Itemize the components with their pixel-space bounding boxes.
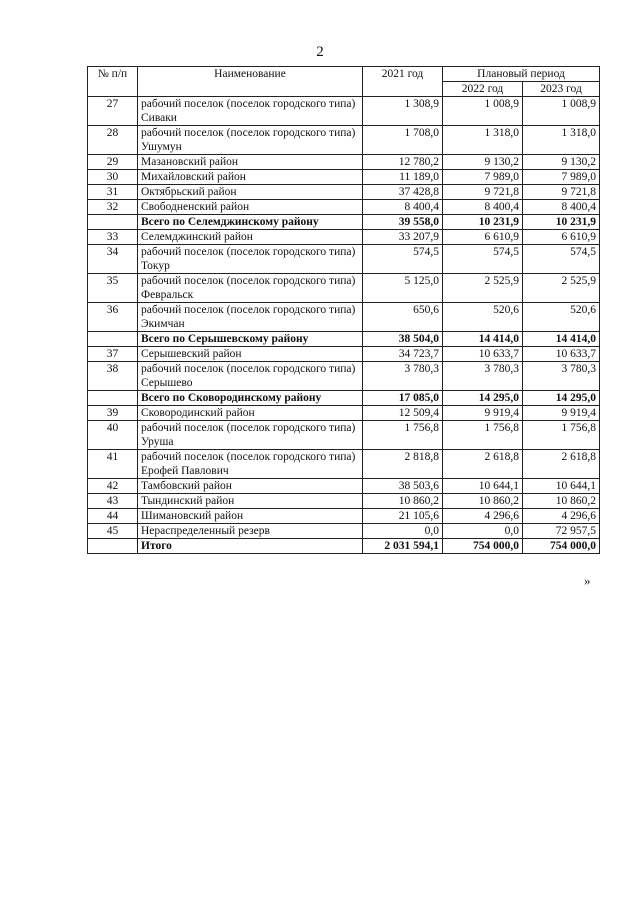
value-2021: 1 708,0 [363,126,443,155]
row-name: рабочий поселок (поселок городского типа) Февральск [138,274,363,303]
value-2022: 0,0 [443,524,523,539]
value-2021: 574,5 [363,245,443,274]
table-total-row [88,539,600,554]
table-row [88,509,600,524]
value-2021: 8 400,4 [363,200,443,215]
table-row [88,97,600,126]
row-number [88,332,138,347]
value-2021: 10 860,2 [363,494,443,509]
row-name: Мазановский район [138,155,363,170]
value-2023: 520,6 [523,303,600,332]
value-2022: 6 610,9 [443,230,523,245]
row-name: Итого [138,539,363,554]
row-name: Нераспределенный резерв [138,524,363,539]
table-row [88,185,600,200]
row-number: 33 [88,230,138,245]
row-number [88,539,138,554]
row-name: Сковородинский район [138,406,363,421]
value-2023: 14 414,0 [523,332,600,347]
row-name: рабочий поселок (поселок городского типа) Ерофей Павлович [138,450,363,479]
value-2021: 12 780,2 [363,155,443,170]
row-name: Всего по Сковородинскому району [138,391,363,406]
table-total-row [88,332,600,347]
value-2022: 9 919,4 [443,406,523,421]
row-name: Всего по Селемджинскому району [138,215,363,230]
row-number [88,391,138,406]
value-2021: 38 503,6 [363,479,443,494]
value-2022: 754 000,0 [443,539,523,554]
header-2021: 2021 год [363,67,443,97]
row-number: 37 [88,347,138,362]
value-2023: 14 295,0 [523,391,600,406]
value-2022: 7 989,0 [443,170,523,185]
row-number: 39 [88,406,138,421]
row-number: 34 [88,245,138,274]
value-2023: 72 957,5 [523,524,600,539]
table-row [88,230,600,245]
row-name: Серышевский район [138,347,363,362]
value-2022: 14 414,0 [443,332,523,347]
row-name: Тамбовский район [138,479,363,494]
value-2021: 3 780,3 [363,362,443,391]
value-2021: 33 207,9 [363,230,443,245]
table-row [88,479,600,494]
row-number: 45 [88,524,138,539]
value-2021: 2 031 594,1 [363,539,443,554]
table-row [88,303,600,332]
value-2023: 9 919,4 [523,406,600,421]
row-name: Селемджинский район [138,230,363,245]
value-2022: 574,5 [443,245,523,274]
value-2022: 10 231,9 [443,215,523,230]
value-2022: 4 296,6 [443,509,523,524]
table-total-row [88,215,600,230]
value-2023: 8 400,4 [523,200,600,215]
value-2023: 3 780,3 [523,362,600,391]
row-number: 30 [88,170,138,185]
value-2021: 34 723,7 [363,347,443,362]
header-2023: 2023 год [523,82,600,97]
table-row [88,347,600,362]
value-2022: 10 633,7 [443,347,523,362]
row-name: рабочий поселок (поселок городского типа) Сиваки [138,97,363,126]
value-2023: 4 296,6 [523,509,600,524]
row-name: Всего по Серышевскому району [138,332,363,347]
page-number: 2 [316,44,324,60]
row-name: рабочий поселок (поселок городского типа) Ушумун [138,126,363,155]
value-2021: 38 504,0 [363,332,443,347]
value-2022: 2 525,9 [443,274,523,303]
value-2023: 2 525,9 [523,274,600,303]
value-2021: 12 509,4 [363,406,443,421]
table-body [88,97,600,554]
value-2023: 574,5 [523,245,600,274]
value-2023: 7 989,0 [523,170,600,185]
row-name: рабочий поселок (поселок городского типа) Серышево [138,362,363,391]
value-2021: 37 428,8 [363,185,443,200]
value-2023: 754 000,0 [523,539,600,554]
row-name: рабочий поселок (поселок городского типа) Экимчан [138,303,363,332]
value-2022: 2 618,8 [443,450,523,479]
row-number: 29 [88,155,138,170]
row-name: Шимановский район [138,509,363,524]
value-2023: 10 860,2 [523,494,600,509]
value-2023: 9 721,8 [523,185,600,200]
value-2021: 21 105,6 [363,509,443,524]
row-name: Тындинский район [138,494,363,509]
row-number: 27 [88,97,138,126]
value-2023: 10 231,9 [523,215,600,230]
header-2022: 2022 год [443,82,523,97]
value-2021: 1 308,9 [363,97,443,126]
value-2023: 1 318,0 [523,126,600,155]
value-2021: 0,0 [363,524,443,539]
value-2023: 10 644,1 [523,479,600,494]
value-2023: 9 130,2 [523,155,600,170]
value-2022: 14 295,0 [443,391,523,406]
table-row [88,126,600,155]
row-number: 40 [88,421,138,450]
table-row [88,155,600,170]
value-2021: 39 558,0 [363,215,443,230]
value-2021: 650,6 [363,303,443,332]
table-row [88,200,600,215]
value-2022: 10 860,2 [443,494,523,509]
value-2023: 2 618,8 [523,450,600,479]
budget-table [87,66,600,554]
row-name: рабочий поселок (поселок городского типа) Токур [138,245,363,274]
row-name: Свободненский район [138,200,363,215]
value-2021: 2 818,8 [363,450,443,479]
row-name: Октябрьский район [138,185,363,200]
row-number: 42 [88,479,138,494]
closing-quote: » [584,573,591,588]
row-name: Михайловский район [138,170,363,185]
header-planned-period: Плановый период [443,67,600,82]
row-name: рабочий поселок (поселок городского типа) Уруша [138,421,363,450]
row-number: 35 [88,274,138,303]
value-2021: 5 125,0 [363,274,443,303]
value-2023: 1 008,9 [523,97,600,126]
value-2021: 11 189,0 [363,170,443,185]
row-number: 41 [88,450,138,479]
table-row [88,245,600,274]
value-2022: 1 756,8 [443,421,523,450]
value-2022: 1 318,0 [443,126,523,155]
value-2022: 1 008,9 [443,97,523,126]
table-row [88,362,600,391]
row-number: 38 [88,362,138,391]
value-2022: 9 130,2 [443,155,523,170]
table-row [88,274,600,303]
row-number: 32 [88,200,138,215]
table-row [88,170,600,185]
value-2021: 1 756,8 [363,421,443,450]
value-2022: 520,6 [443,303,523,332]
value-2022: 8 400,4 [443,200,523,215]
table-row [88,421,600,450]
table-row [88,524,600,539]
value-2022: 9 721,8 [443,185,523,200]
table-row [88,450,600,479]
table-row [88,406,600,421]
row-number: 44 [88,509,138,524]
value-2023: 1 756,8 [523,421,600,450]
table-header [88,67,600,97]
table-row [88,494,600,509]
value-2023: 10 633,7 [523,347,600,362]
value-2023: 6 610,9 [523,230,600,245]
header-num: № п/п [88,67,138,97]
header-name: Наименование [138,67,363,97]
row-number: 28 [88,126,138,155]
row-number: 43 [88,494,138,509]
value-2022: 10 644,1 [443,479,523,494]
row-number [88,215,138,230]
value-2022: 3 780,3 [443,362,523,391]
row-number: 31 [88,185,138,200]
row-number: 36 [88,303,138,332]
value-2021: 17 085,0 [363,391,443,406]
table-total-row [88,391,600,406]
